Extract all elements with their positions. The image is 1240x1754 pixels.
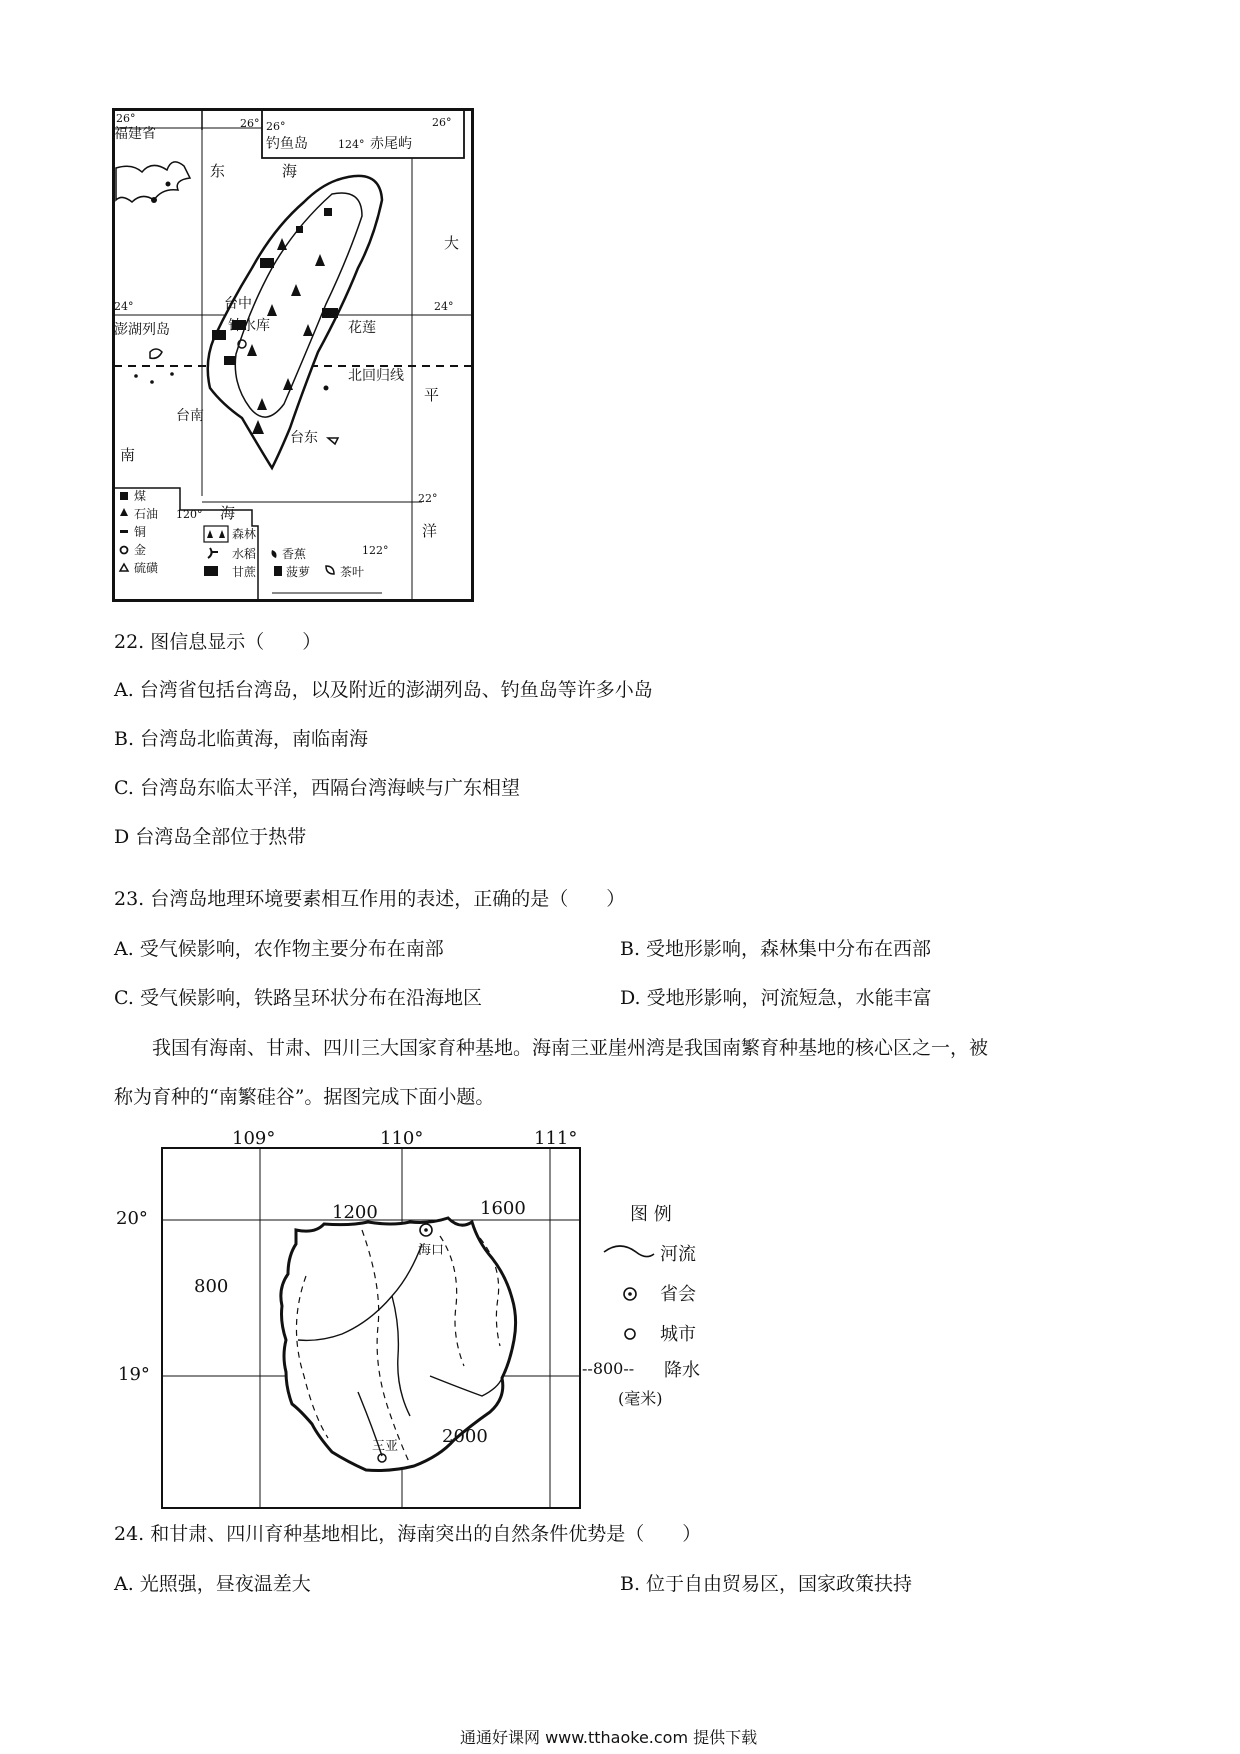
ping-label: 平 bbox=[424, 386, 440, 404]
lat19-label: 19° bbox=[118, 1364, 150, 1385]
legend-precip-value: --800-- bbox=[582, 1359, 635, 1378]
hualian-label: 花莲 bbox=[348, 320, 376, 336]
tropic-label: 北回归线 bbox=[348, 368, 404, 384]
pineapple-icon bbox=[274, 566, 282, 576]
lat26-left-label: 26° bbox=[116, 112, 136, 125]
penghu-label: 澎湖列岛 bbox=[114, 322, 170, 338]
legend-oil: 石油 bbox=[134, 507, 159, 521]
taiwan-map bbox=[112, 108, 474, 602]
coal-icon bbox=[120, 492, 128, 500]
legend-capital: 省会 bbox=[660, 1284, 696, 1305]
sanya-label: 三亚 bbox=[372, 1439, 399, 1454]
dong-label: 东 bbox=[210, 162, 226, 180]
q22-option-b[interactable]: B. 台湾岛北临黄海，南临南海 bbox=[114, 728, 369, 750]
lon111-label: 111° bbox=[534, 1128, 578, 1149]
legend-coal: 煤 bbox=[134, 489, 147, 503]
q23-stem: 23. 台湾岛地理环境要素相互作用的表述，正确的是（ ） bbox=[114, 888, 626, 910]
legend-precip: 降水 bbox=[664, 1360, 700, 1381]
tai-label: 大 bbox=[444, 234, 460, 252]
q24-option-a[interactable]: A. 光照强，昼夜温差大 bbox=[114, 1573, 311, 1595]
diaoyu-label: 钓鱼岛 bbox=[266, 136, 308, 152]
legend-gold: 金 bbox=[134, 543, 147, 557]
lat24-right-label: 24° bbox=[434, 300, 454, 313]
tainan-label: 台南 bbox=[176, 408, 204, 424]
legend-title: 图 例 bbox=[630, 1204, 672, 1225]
legend-city: 城市 bbox=[660, 1324, 696, 1345]
legend-copper: 铜 bbox=[134, 525, 147, 539]
legend-banana: 香蕉 bbox=[282, 547, 307, 561]
legend-forest: 森林 bbox=[232, 527, 257, 541]
lon120-label: 120° bbox=[176, 508, 203, 521]
copper-icon bbox=[120, 530, 128, 533]
q24-option-b[interactable]: B. 位于自由贸易区，国家政策扶持 bbox=[620, 1573, 913, 1595]
nan-label: 南 bbox=[120, 446, 136, 464]
intro-line-2: 称为育种的“南繁硅谷”。据图完成下面小题。 bbox=[114, 1086, 495, 1108]
q22-option-d[interactable]: D 台湾岛全部位于热带 bbox=[114, 826, 307, 848]
legend-rice: 水稻 bbox=[232, 547, 257, 561]
lon110-label: 110° bbox=[380, 1128, 424, 1149]
lat26-mid-label: 26° bbox=[240, 117, 260, 130]
lat22-label: 22° bbox=[418, 492, 438, 505]
q23-option-c[interactable]: C. 受气候影响，铁路呈环状分布在沿海地区 bbox=[114, 987, 482, 1009]
reservoir-label: 钟水库 bbox=[228, 318, 270, 334]
q23-option-a[interactable]: A. 受气候影响，农作物主要分布在南部 bbox=[114, 938, 444, 960]
hai-bottom-label: 海 bbox=[220, 504, 236, 522]
legend-pineapple: 菠萝 bbox=[286, 565, 311, 579]
legend-unit: (毫米) bbox=[618, 1389, 663, 1408]
isohyet-1200: 1200 bbox=[332, 1202, 378, 1223]
city-legend-icon bbox=[625, 1329, 635, 1339]
lat24-left-label: 24° bbox=[114, 300, 134, 313]
lat20-label: 20° bbox=[116, 1208, 148, 1229]
fujian-label: 福建省 bbox=[114, 126, 156, 142]
isohyet-1600: 1600 bbox=[480, 1198, 526, 1219]
lat26-inset-label: 26° bbox=[266, 120, 286, 133]
taidong-label: 台东 bbox=[290, 430, 318, 446]
q22-stem: 22. 图信息显示（ ） bbox=[114, 631, 322, 653]
lon122-label: 122° bbox=[362, 544, 389, 557]
isohyet-2000: 2000 bbox=[442, 1426, 488, 1447]
q24-stem: 24. 和甘肃、四川育种基地相比，海南突出的自然条件优势是（ ） bbox=[114, 1523, 702, 1545]
haikou-label: 海口 bbox=[418, 1243, 445, 1258]
q23-option-d[interactable]: D. 受地形影响，河流短急，水能丰富 bbox=[620, 987, 932, 1009]
isohyet-800: 800 bbox=[194, 1276, 229, 1297]
lat26-right-label: 26° bbox=[432, 116, 452, 129]
page-footer: 通通好课网 www.tthaoke.com 提供下载 bbox=[460, 1728, 758, 1747]
river-legend-icon bbox=[604, 1246, 654, 1257]
yang-label: 洋 bbox=[422, 522, 438, 540]
legend-tea: 茶叶 bbox=[340, 565, 365, 579]
hai-top-label: 海 bbox=[282, 162, 298, 180]
q23-option-b[interactable]: B. 受地形影响，森林集中分布在西部 bbox=[620, 938, 932, 960]
sugarcane-icon bbox=[204, 566, 218, 576]
chiwei-label: 赤尾屿 bbox=[370, 136, 412, 152]
q22-option-a[interactable]: A. 台湾省包括台湾岛，以及附近的澎湖列岛、钓鱼岛等许多小岛 bbox=[114, 679, 653, 701]
lon124-label: 124° bbox=[338, 138, 365, 151]
taizhong-label: 台中 bbox=[224, 296, 252, 312]
q22-option-c[interactable]: C. 台湾岛东临太平洋，西隔台湾海峡与广东相望 bbox=[114, 777, 520, 799]
lon109-label: 109° bbox=[232, 1128, 276, 1149]
legend-river: 河流 bbox=[660, 1244, 696, 1265]
legend-sugarcane: 甘蔗 bbox=[232, 565, 257, 579]
legend-sulfur: 硫磺 bbox=[134, 561, 159, 575]
intro-line-1: 我国有海南、甘肃、四川三大国家育种基地。海南三亚崖州湾是我国南繁育种基地的核心区之一，被 bbox=[152, 1037, 989, 1059]
hainan-map bbox=[110, 1126, 720, 1510]
